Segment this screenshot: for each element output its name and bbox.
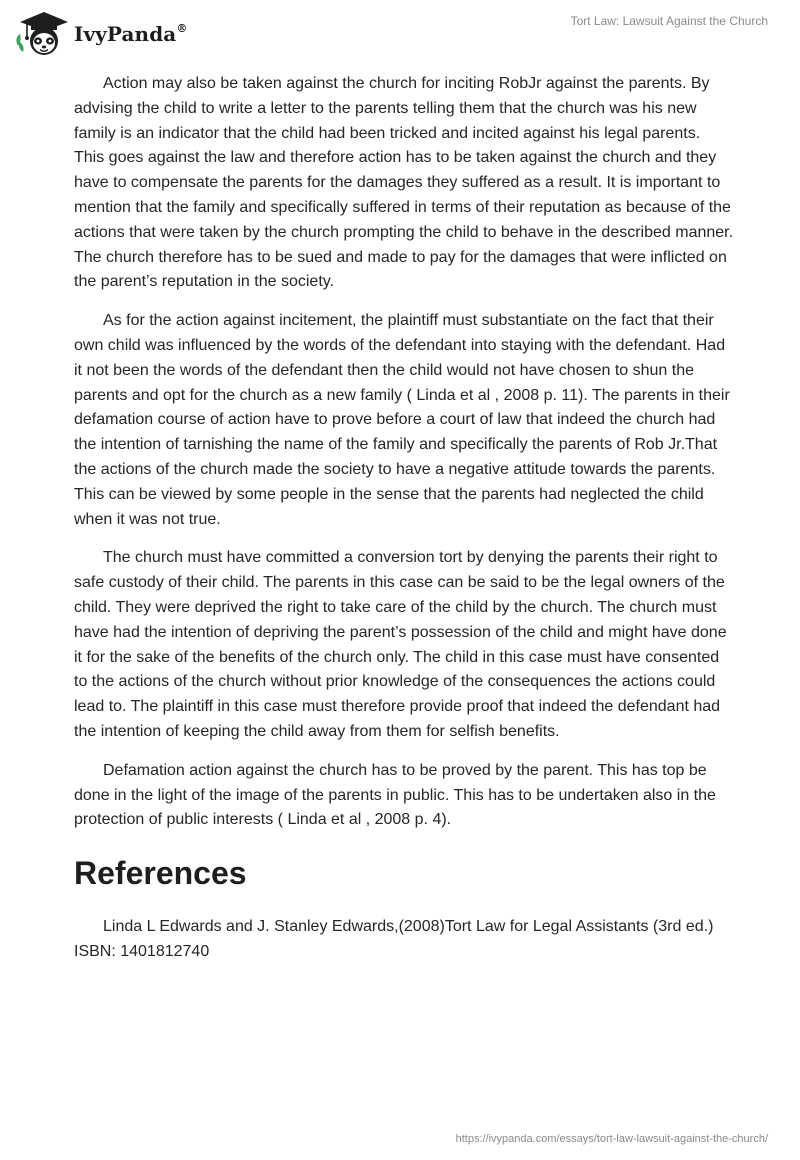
- references-heading: References: [74, 855, 247, 892]
- essay-content: [74, 72, 734, 979]
- paragraph-defamation: Defamation action against the church has to be proved by the parent. This has top be done in the light of the image of the parents in public. This has to be undertaken also in the protection of public interests ( Linda et al , 2008 p. 4).: [74, 761, 716, 829]
- document-title: Tort Law: Lawsuit Against the Church: [570, 14, 768, 28]
- panda-graduate-icon: [14, 8, 70, 58]
- registered-mark: ®: [176, 22, 188, 36]
- paragraph-action-against-incitement: As for the action against incitement, the plaintiff must substantiate on the fact that their own child was influenced by the words of the defendant into staying with the defendant. Had it not been the words of the defendant then the child would not have chosen to shun the parents and opt for the church as a new family ( Linda et al , 2008 p. 11). The parents in their defamation course of action have to prove before a court of law that indeed the church had the intention of tarnishing the name of the family and specifically the parents of Rob Jr.That the actions of the church made the society to have a negative attitude towards the parents. This can be viewed by some people in the sense that the parents had neglected the child when it was not true.: [74, 312, 730, 528]
- ivypanda-logo[interactable]: [14, 8, 187, 58]
- source-url[interactable]: https://ivypanda.com/essays/tort-law-lawsuit-against-the-church/: [455, 1133, 768, 1145]
- paragraph-incitement: Action may also be taken against the church for inciting RobJr against the parents. By advising the child to write a letter to the parents telling them that the church was his new family is an indicator that the child had been tricked and incited against his legal parents. This goes against the law and therefore action has to be taken against the church and they have to compensate the parents for the damages they suffered as a result. It is important to mention that the family and specifically suffered in terms of their reputation as because of the actions that were taken by the church prompting the child to behave in the described manner. The church therefore has to be sued and made to pay for the damages that were inflicted on the parent’s reputation in the society.: [74, 75, 734, 291]
- reference-entry: Linda L Edwards and J. Stanley Edwards,(2008)Tort Law for Legal Assistants (3rd ed.) ISBN: 1401812740: [74, 918, 714, 960]
- page-header: [0, 0, 800, 64]
- logo-text: IvyPanda®: [74, 22, 188, 46]
- paragraph-conversion-tort: The church must have committed a conversion tort by denying the parents their right to safe custody of their child. The parents in this case can be said to be the legal owners of the child. They were deprived the right to take care of the child by the church. The church must have had the intention of depriving the parent’s possession of the child and might have done it for the sake of the benefits of the church only. The child in this case must have consented to the actions of the church without prior knowledge of the consequences the actions could lead to. The plaintiff in this case must therefore provide proof that indeed the defendant had the intention of keeping the child away from them for selfish benefits.: [74, 549, 727, 740]
